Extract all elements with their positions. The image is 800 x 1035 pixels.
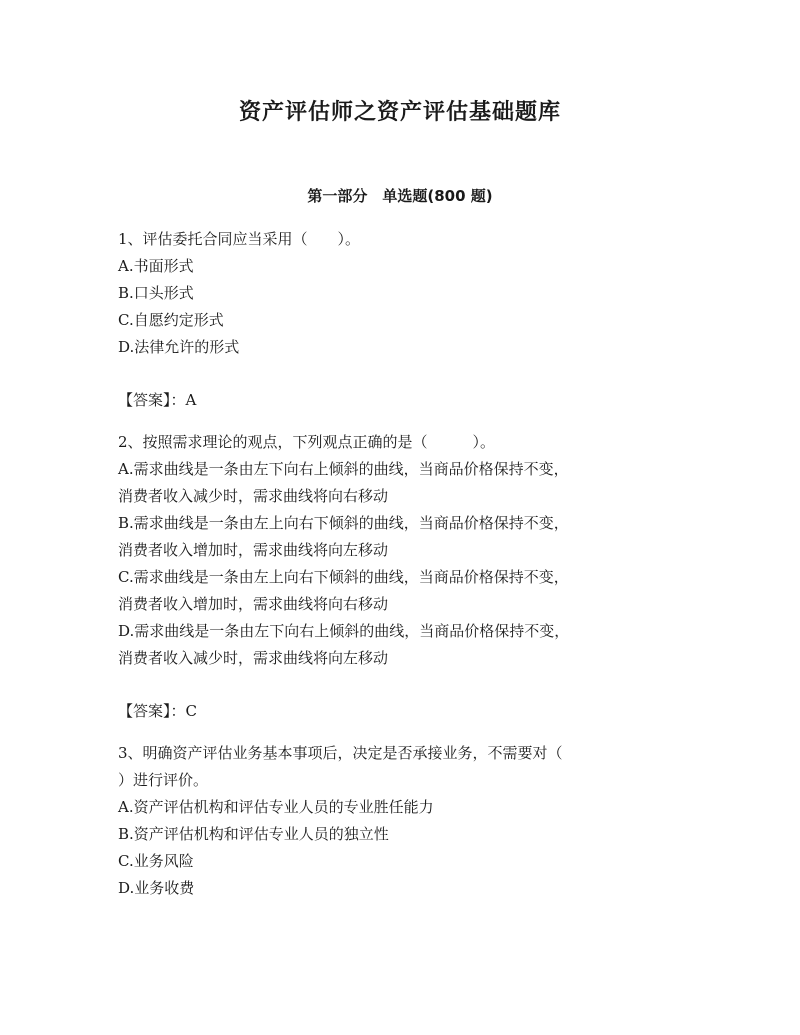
question-stem: 3、明确资产评估业务基本事项后，决定是否承接业务，不需要对（: [118, 744, 563, 762]
question-2: [118, 429, 678, 725]
question-3: [118, 740, 678, 902]
option-d-continued: 消费者收入减少时，需求曲线将向左移动: [118, 649, 389, 667]
option-c-continued: 消费者收入增加时，需求曲线将向右移动: [118, 595, 389, 613]
question-list: [118, 226, 678, 902]
option-d: D.需求曲线是一条由左下向右上倾斜的曲线，当商品价格保持不变，: [118, 622, 570, 640]
question-stem: 2、按照需求理论的观点，下列观点正确的是（ ）。: [118, 433, 496, 451]
answer-label: 【答案】：C: [118, 702, 197, 720]
section-title: 第一部分 单选题(800 题): [307, 187, 493, 205]
question-1: [118, 226, 678, 414]
question-stem-continued: ）进行评价。: [118, 771, 209, 789]
document-title: 资产评估师之资产评估基础题库: [238, 100, 561, 125]
option-b-continued: 消费者收入增加时，需求曲线将向左移动: [118, 541, 389, 559]
option-c: C.自愿约定形式: [118, 311, 224, 329]
option-d: D.法律允许的形式: [118, 338, 240, 356]
option-d: D.业务收费: [118, 879, 195, 897]
option-b: B.资产评估机构和评估专业人员的独立性: [118, 825, 389, 843]
question-stem: 1、评估委托合同应当采用（ ）。: [118, 230, 361, 248]
option-c: C.业务风险: [118, 852, 194, 870]
answer-label: 【答案】：A: [118, 391, 197, 409]
option-c: C.需求曲线是一条由左上向右下倾斜的曲线，当商品价格保持不变，: [118, 568, 569, 586]
option-a: A.需求曲线是一条由左下向右上倾斜的曲线，当商品价格保持不变，: [118, 460, 569, 478]
option-b: B.口头形式: [118, 284, 194, 302]
option-b: B.需求曲线是一条由左上向右下倾斜的曲线，当商品价格保持不变，: [118, 514, 569, 532]
option-a: A.资产评估机构和评估专业人员的专业胜任能力: [118, 798, 434, 816]
option-a: A.书面形式: [118, 257, 194, 275]
option-a-continued: 消费者收入减少时，需求曲线将向右移动: [118, 487, 389, 505]
